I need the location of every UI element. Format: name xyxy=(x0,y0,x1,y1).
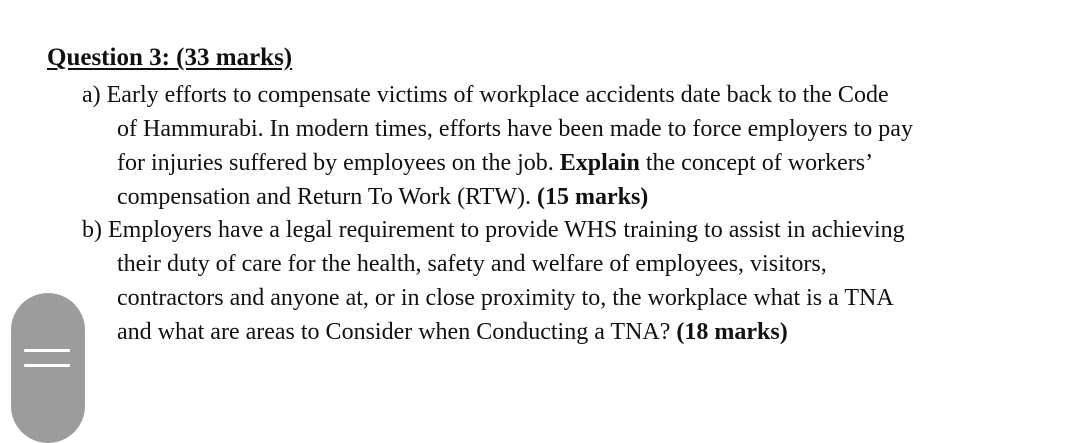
scroll-drag-handle[interactable] xyxy=(11,293,85,443)
part-a-marks: (15 marks) xyxy=(536,184,649,210)
explain-keyword: Explain xyxy=(559,150,640,176)
double-line-grip-icon xyxy=(24,349,70,371)
part-b-line-2: their duty of care for the health, safety and welfare of employees, visitors, xyxy=(117,251,827,277)
part-b-line-1: b) Employers have a legal requirement to provide WHS training to assist in achieving xyxy=(82,217,905,243)
part-a-line-1: a) Early efforts to compensate victims of workplace accidents date back to the Code xyxy=(82,82,889,108)
question-part-b xyxy=(82,213,982,349)
part-b-line-4 xyxy=(82,315,982,349)
part-a-line-3-start: for injuries suffered by employees on the job. xyxy=(117,150,560,176)
part-a-line-4-text: compensation and Return To Work (RTW). xyxy=(117,184,537,210)
part-a-line-2: of Hammurabi. In modern times, efforts have been made to force employers to pay xyxy=(117,116,913,142)
part-b-line-4-text: and what are areas to Consider when Conducting a TNA? xyxy=(117,319,677,345)
part-a-line-3 xyxy=(82,146,982,180)
question-part-a xyxy=(82,78,982,214)
part-a-line-4 xyxy=(82,180,982,214)
part-b-marks: (18 marks) xyxy=(676,319,788,345)
question-heading: Question 3: (33 marks) xyxy=(47,44,293,71)
part-b-line-3: contractors and anyone at, or in close proximity to, the workplace what is a TNA xyxy=(117,285,894,311)
part-a-line-3-end: the concept of workers’ xyxy=(639,150,874,176)
